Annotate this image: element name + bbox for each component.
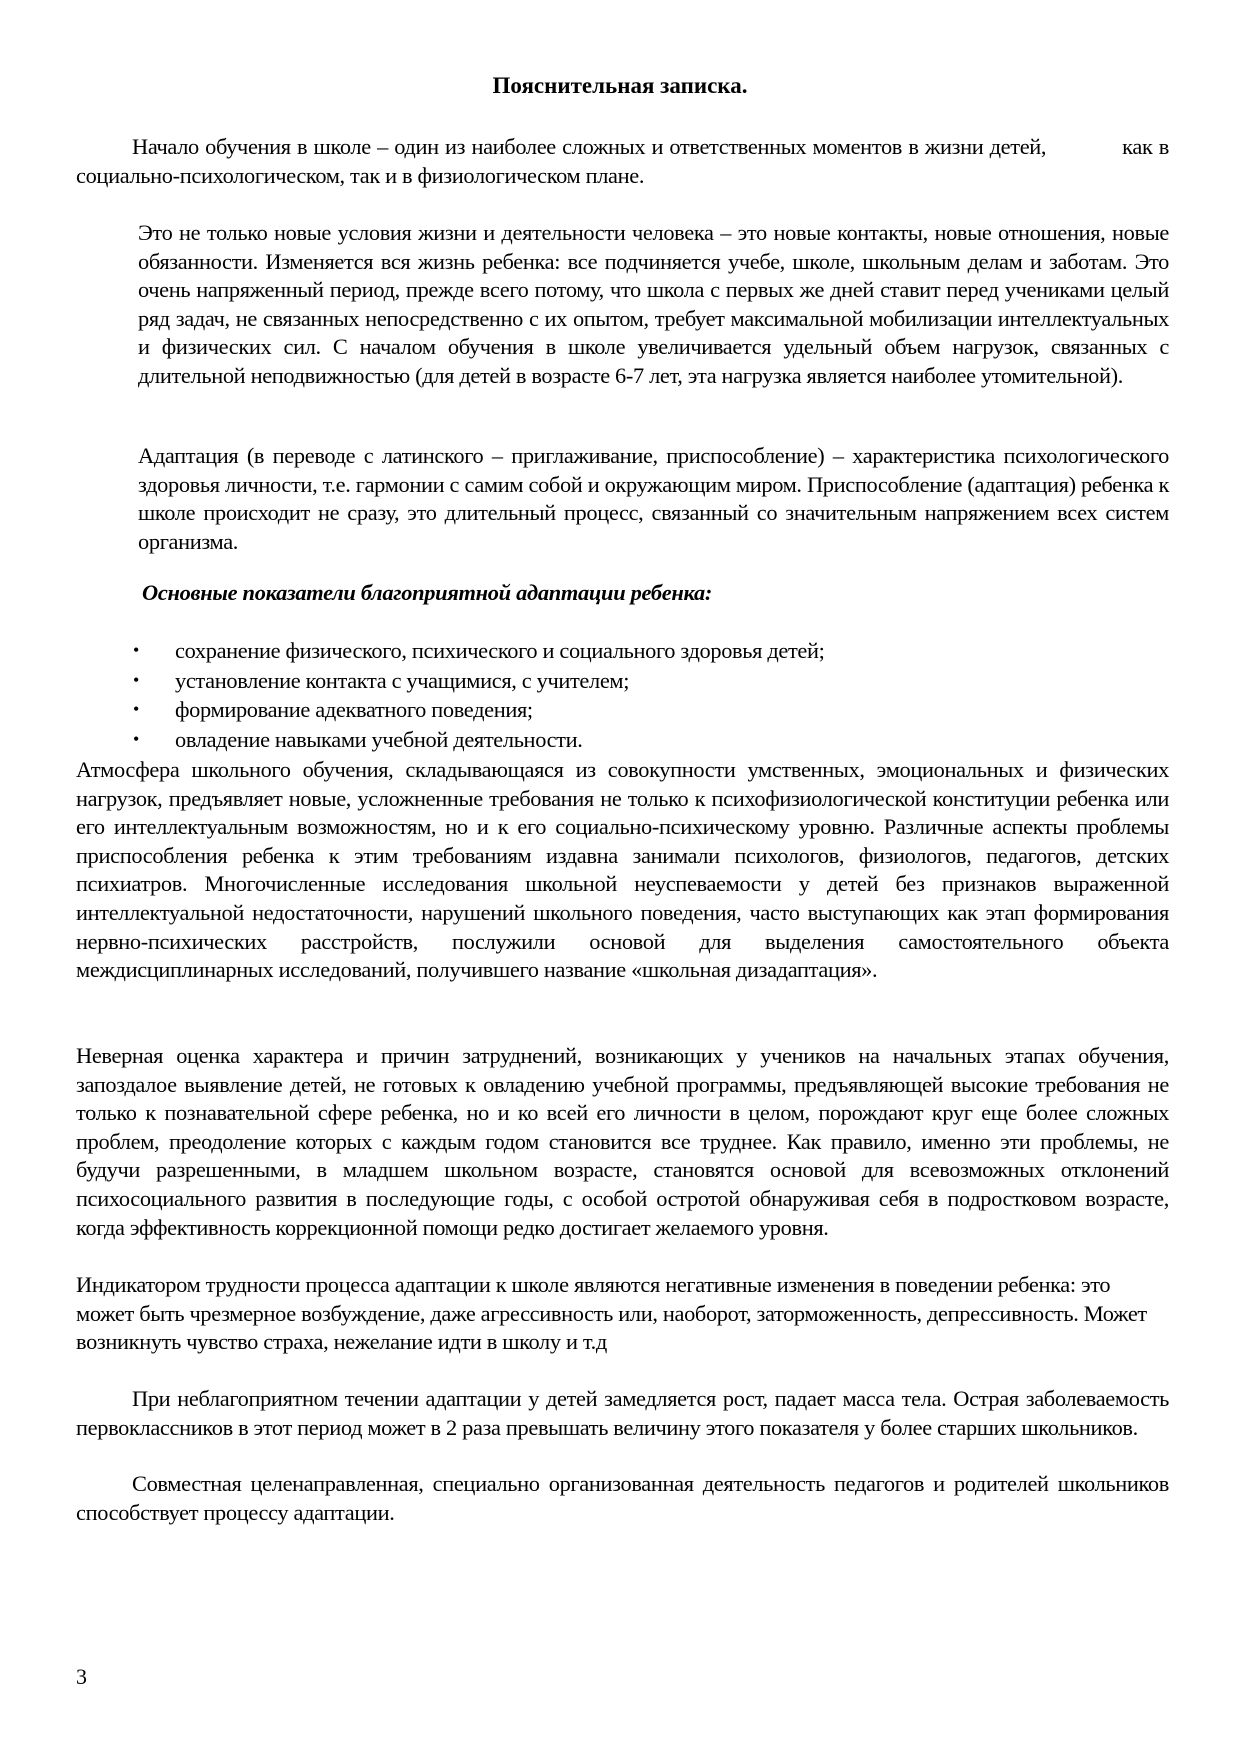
paragraph-difficulty-indicator: Индикатором трудности процесса адаптации к школе являются негативные изменения в поведении ребенка: это может быть чрезмерное возбуждение, даже агрессивность или, наоборот, заторможенность, депрессивность. Может возникнуть чувство страха, нежелание идти в школу и т.д [76,1272,1147,1355]
intro-paragraph [76,133,1169,190]
list-item-text: овладение навыками учебной деятельности. [175,726,583,752]
list-item [130,695,824,725]
list-item-text: формирование адекватного поведения; [175,697,533,722]
paragraph-joint-activity: Совместная целенаправленная, специально организованная деятельность педагогов и родителей школьников способствует процессу адаптации. [76,1471,1169,1525]
bullet-icon: • [133,669,139,690]
page-number: 3 [76,1664,87,1689]
list-item-text: сохранение физического, психического и социального здоровья детей; [175,638,825,663]
paragraph-incorrect-assessment: Неверная оценка характера и причин затруднений, возникающих у учеников на начальных этапах обучения, запоздалое выявление детей, не готовых к овладению учебной программы, предъявляющей высокие требования не только к познавательной сфере ребенка, но и ко всей его личности в целом, порождают круг еще более сложных проблем, преодоление которых с каждым годом становится все труднее. Как правило, именно эти проблемы, не будучи разрешенными, в младшем школьном возрасте, становятся основой для всевозможных отклонений психосоциального развития в последующие годы, с особой остротой обнаруживая себя в подростковом возрасте, когда эффективность коррекционной помощи редко достигает желаемого уровня. [76,1043,1169,1240]
paragraph-new-conditions: Это не только новые условия жизни и деятельности человека – это новые контакты, новые отношения, новые обязанности. Изменяется вся жизнь ребенка: все подчиняется учебе, школе, школьным делам и заботам. Это очень напряженный период, прежде всего потому, что школа с первых же дней ставит перед учениками целый ряд задач, не связанных непосредственно с их опытом, требует максимальной мобилизации интеллектуальных и физических сил. С началом обучения в школе увеличивается удельный объем нагрузок, связанных с длительной неподвижностью (для детей в возрасте 6-7 лет, эта нагрузка является наиболее утомительной). [138,220,1169,388]
bullet-icon: • [133,640,139,660]
list-item [130,636,824,666]
paragraph-adaptation-definition: Адаптация (в переводе с латинского – приглаживание, приспособление) – характеристика психологического здоровья личности, т.е. гармонии с самим собой и окружающим миром. Приспособление (адаптация) ребенка к школе происходит не сразу, это длительный процесс, связанный со значительным напряжением всех систем организма. [138,443,1169,554]
intro-text-part-1: Начало обучения в школе – один из наиболее сложных и ответственных моментов в жизни детей, [132,134,1047,159]
indicators-subheading: Основные показатели благоприятной адаптации ребенка: [142,580,713,605]
bullet-icon: • [133,728,139,749]
intro-text-part-2: как в социально-психологическом, так и в физиологическом плане. [76,134,1169,188]
list-item [130,725,824,755]
list-item [130,666,824,696]
paragraph-unfavorable-adaptation: При неблагоприятном течении адаптации у детей замедляется рост, падает масса тела. Острая заболеваемость первоклассников в этот период может в 2 раза превышать величину этого показателя у более старших школьников. [76,1386,1169,1440]
bullet-icon: • [133,699,139,719]
paragraph-school-atmosphere: Атмосфера школьного обучения, складывающаяся из совокупности умственных, эмоциональных и физических нагрузок, предъявляет новые, усложненные требования не только к психофизиологической конституции ребенка или его интеллектуальным возможностям, но и к его социально-психическому уровню. Различные аспекты проблемы приспособления ребенка к этим требованиям издавна занимали психологов, физиологов, педагогов, детских психиатров. Многочисленные исследования школьной неуспеваемости у детей без признаков выраженной интеллектуальной недостаточности, нарушений школьного поведения, часто выступающих как этап формирования нервно-психических расстройств, послужили основой для выделения самостоятельного объекта междисциплинарных исследований, получившего название «школьная дизадаптация». [76,757,1169,983]
indicators-list [130,636,824,754]
list-item-text: установление контакта с учащимися, с учителем; [175,667,630,693]
page-title: Пояснительная записка. [492,73,748,98]
